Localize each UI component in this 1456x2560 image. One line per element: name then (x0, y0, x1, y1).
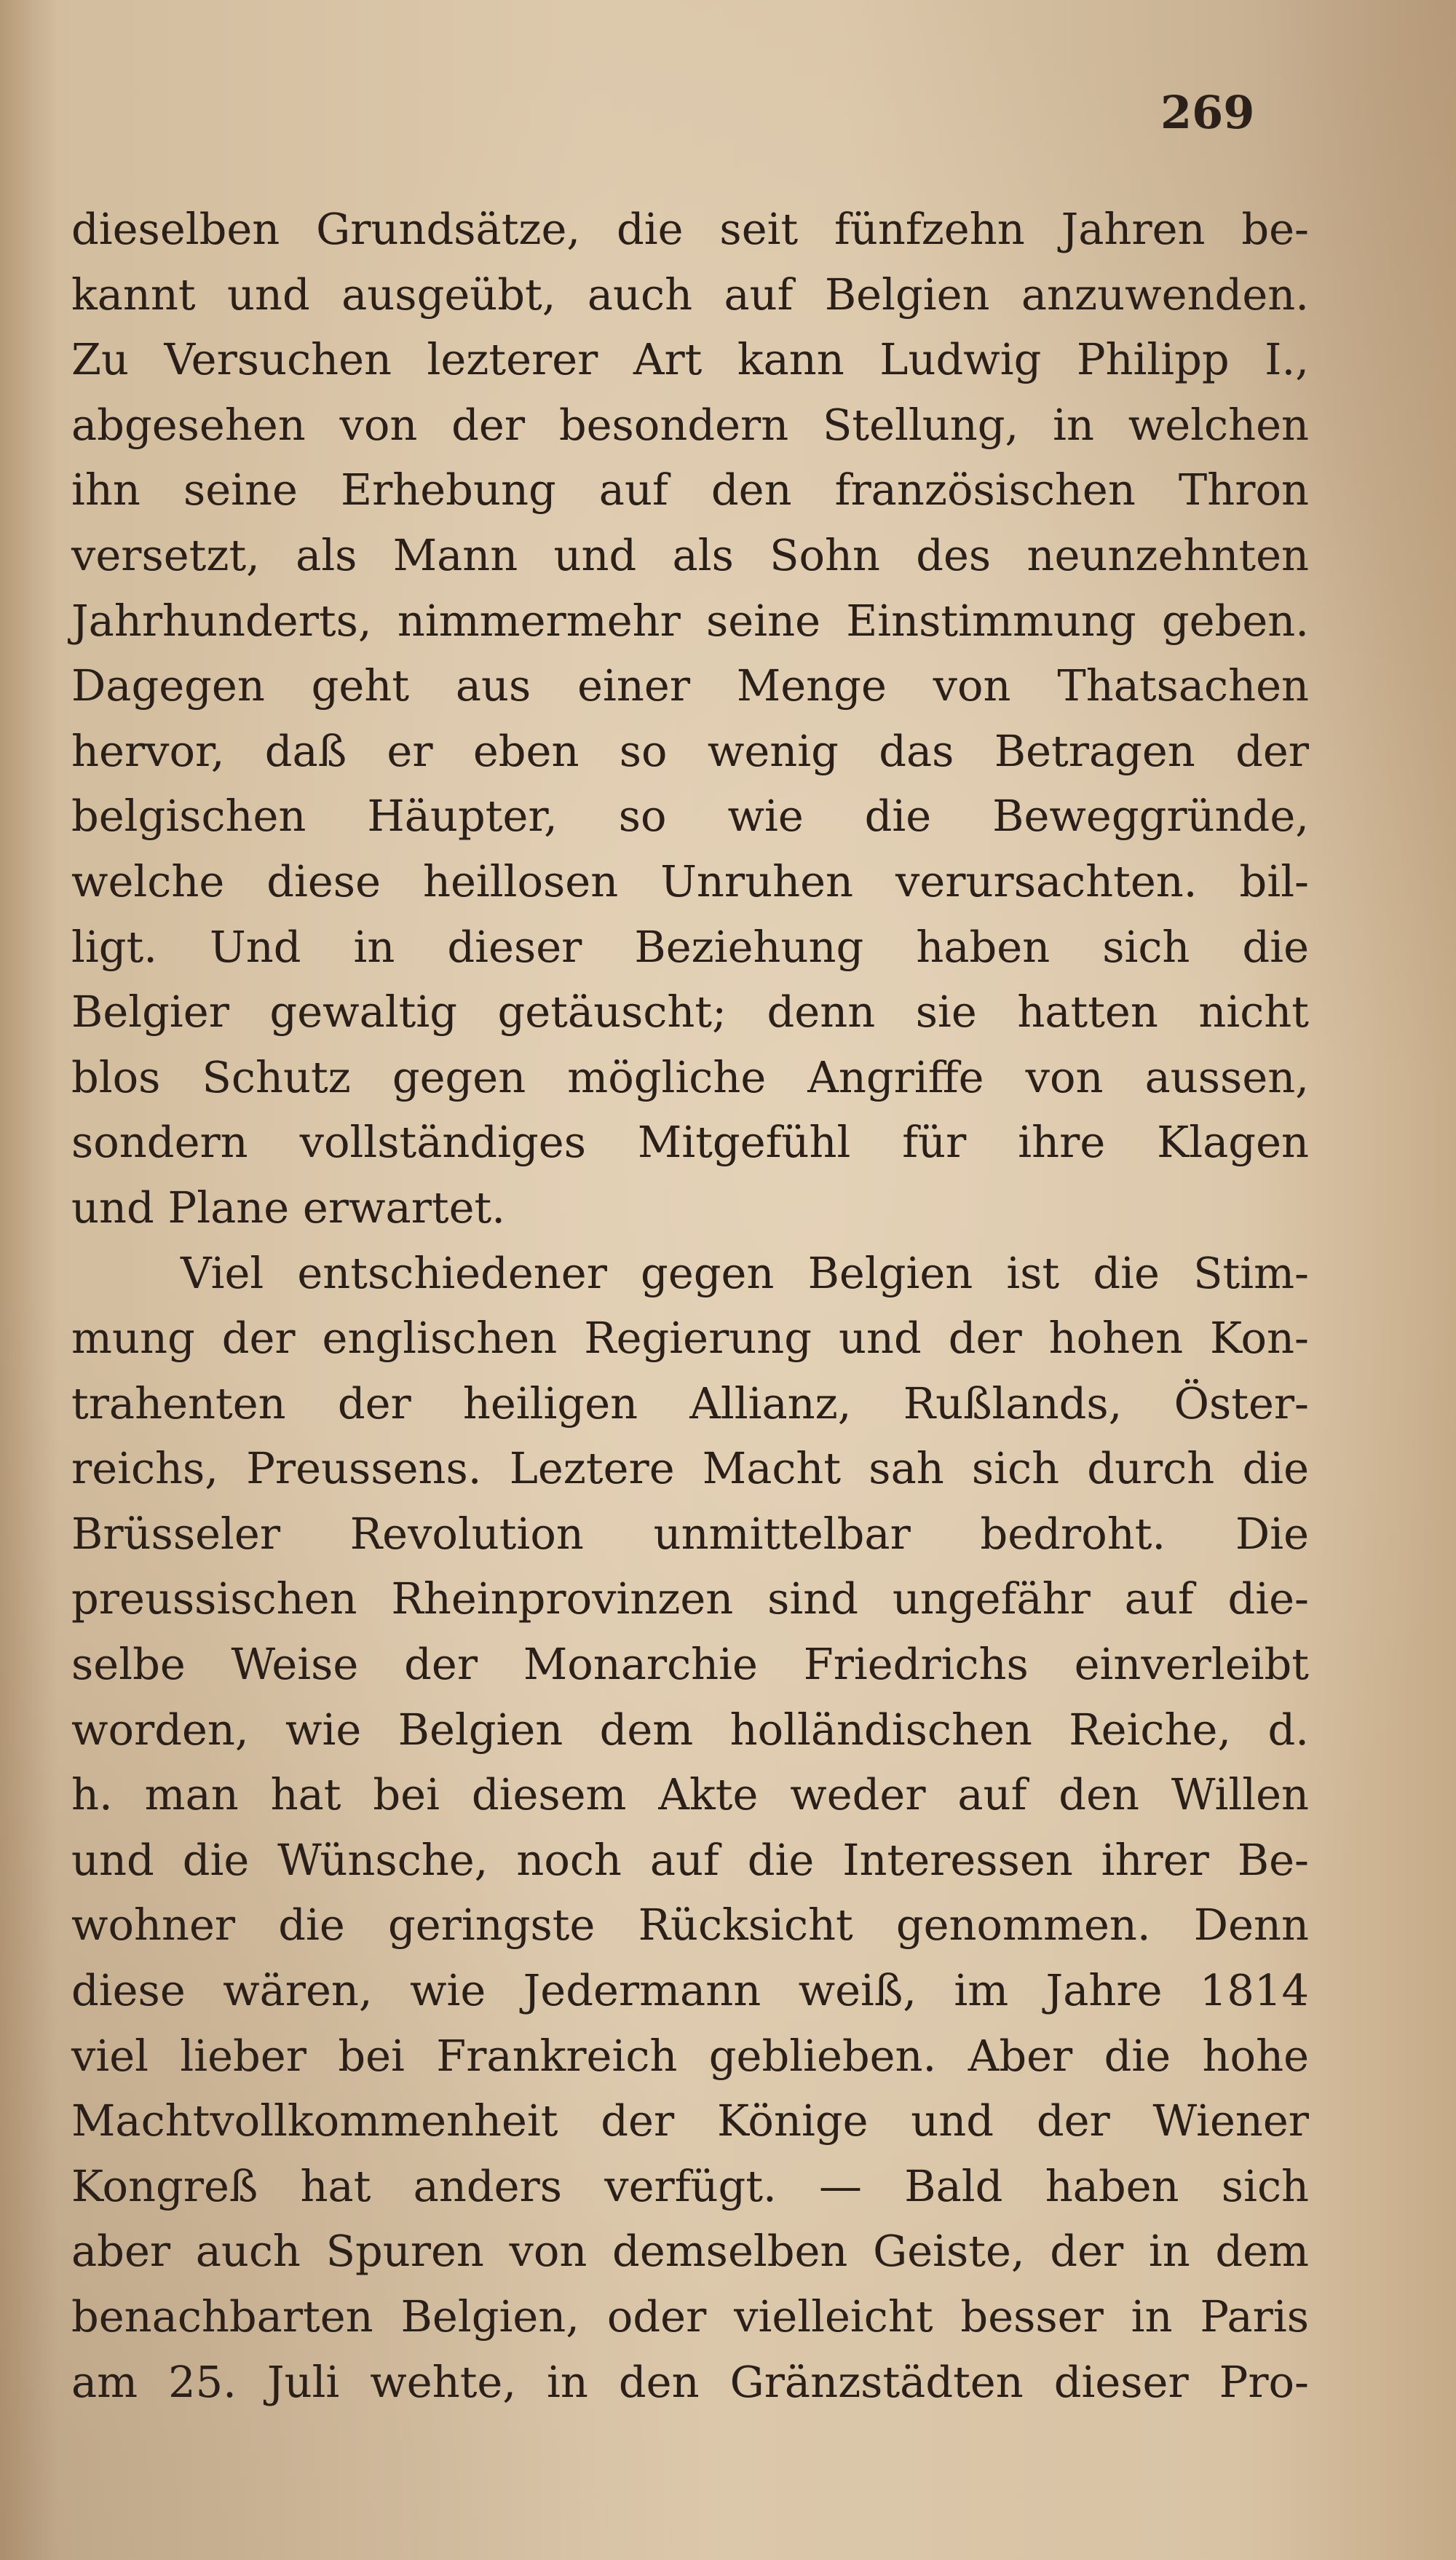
text-line: Jahrhunderts, nimmermehr seine Einstimmung geben. (71, 595, 1309, 646)
text-line: und die Wünsche, noch auf die Interessen ihrer Be- (71, 1834, 1309, 1885)
text-line: diese wären, wie Jedermann weiß, im Jahre 1814 (71, 1965, 1309, 2016)
text-line: belgischen Häupter, so wie die Beweggründe, (71, 791, 1309, 842)
text-line: Machtvollkommenheit der Könige und der Wiener (71, 2095, 1309, 2146)
text-line: Kongreß hat anders verfügt. — Bald haben sich (71, 2160, 1309, 2211)
text-line: Zu Versuchen lezterer Art kann Ludwig Philipp I., (71, 334, 1309, 385)
text-line: blos Schutz gegen mögliche Angriffe von aussen, (71, 1051, 1309, 1102)
text-line: hervor, daß er eben so wenig das Betragen der (71, 725, 1309, 776)
text-line: preussischen Rheinprovinzen sind ungefähr auf die- (71, 1573, 1309, 1624)
text-line: trahenten der heiligen Allianz, Rußlands, Öster- (71, 1378, 1309, 1429)
text-line: sondern vollständiges Mitgefühl für ihre Klagen (71, 1117, 1309, 1168)
text-line: wohner die geringste Rücksicht genommen. Denn (71, 1900, 1309, 1951)
text-line: ihn seine Erhebung auf den französischen Thron (71, 465, 1309, 515)
text-line: welche diese heillosen Unruhen verursachten. bil- (71, 856, 1309, 906)
text-line: benachbarten Belgien, oder vielleicht besser in Paris (71, 2291, 1309, 2342)
text-line: ligt. Und in dieser Beziehung haben sich die (71, 921, 1309, 972)
text-line: h. man hat bei diesem Akte weder auf den Willen (71, 1769, 1309, 1820)
page-number: 269 (1160, 86, 1255, 139)
text-line: viel lieber bei Frankreich geblieben. Aber die hohe (71, 2030, 1309, 2081)
text-line: kannt und ausgeübt, auch auf Belgien anzuwenden. (71, 269, 1309, 320)
text-line: Brüsseler Revolution unmittelbar bedroht. Die (71, 1508, 1309, 1559)
text-line: Dagegen geht aus einer Menge von Thatsachen (71, 660, 1309, 711)
text-line: und Plane erwartet. (71, 1182, 506, 1233)
text-line: Belgier gewaltig getäuscht; denn sie hatten nicht (71, 987, 1309, 1038)
text-line: reichs, Preussens. Leztere Macht sah sich durch die (71, 1443, 1309, 1494)
paragraph-start-line: Viel entschiedener gegen Belgien ist die Stim- (181, 1247, 1309, 1298)
text-line: selbe Weise der Monarchie Friedrichs einverleibt (71, 1639, 1309, 1690)
text-line: mung der englischen Regierung und der hohen Kon- (71, 1313, 1309, 1364)
text-line: aber auch Spuren von demselben Geiste, der in dem (71, 2226, 1309, 2277)
text-line: abgesehen von der besondern Stellung, in welchen (71, 399, 1309, 450)
body-text (71, 197, 1309, 2414)
text-line: worden, wie Belgien dem holländischen Reiche, d. (71, 1704, 1309, 1755)
text-line: am 25. Juli wehte, in den Gränzstädten dieser Pro- (71, 2356, 1309, 2407)
text-line: versetzt, als Mann und als Sohn des neunzehnten (71, 529, 1309, 580)
text-line: dieselben Grundsätze, die seit fünfzehn Jahren be- (71, 204, 1309, 254)
